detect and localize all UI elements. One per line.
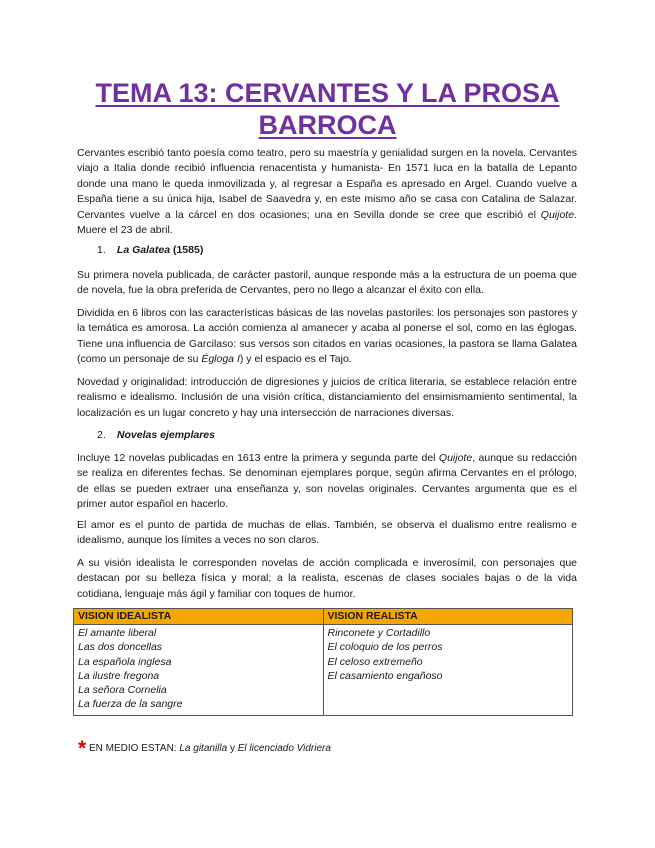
note-work-2: El licenciado Vidriera (237, 743, 331, 754)
ejemplares-p1-text-a: Incluye 12 novelas publicadas en 1613 entre la primera y segunda parte del (77, 452, 439, 464)
vision-table (73, 608, 573, 716)
intro-text-1: Cervantes escribió tanto poesía como teatro, pero su maestría y genialidad surgen en la novela. Cervantes viajo a Italia donde recibió influencia renacentista y humanista- En 1571 luca en la batalla de Lepanto donde una mano le queda inmovilizada y, al regresar a España es apresado en Argel. Cuando vuelve a España tiene a su única hija, Isabel de Saavedra y, en este mismo año se casa con Catalina de Salazar. Cervantes vuelve a la cárcel en dos ocasiones; una en Sevilla donde se cree que escribió el (77, 147, 577, 221)
footnote (78, 737, 331, 760)
note-label: EN MEDIO ESTAN: (88, 743, 180, 754)
ejemplares-p1-text-b: , aunque su redacción se realiza en diferentes fechas. Se denominan ejemplares porque, según afirma Cervantes en el prólogo, de ellas se pueden extraer una enseñanza y, son novelas originales. Cervantes argumenta que es el primer autor español en hacerlo. (77, 452, 577, 511)
ejemplares-p1-quijote: Quijote (438, 452, 473, 464)
ejemplares-paragraph-3: A su visión idealista le corresponden novelas de acción complicada e inverosímil, con personajes que destacan por su belleza física y moral; a la realista, escenas de clases sociales bajas o de la vida cotidiana, lenguaje más ágil y familiar con toques de humor. (77, 557, 577, 600)
ejemplares-paragraph-2: El amor es el punto de partida de muchas de ellas. También, se observa el dualismo entre realismo e idealismo, aunque los límites a veces no son claros. (77, 519, 577, 547)
section-2-title: Novelas ejemplares (116, 429, 215, 441)
galatea-paragraph-1: Su primera novela publicada, de carácter pastoril, aunque responde más a la estructura de un poema que de novela, fue la obra preferida de Cervantes, pero no llego a alcanzar el éxito con ella. (77, 269, 577, 297)
ejemplares-paragraph-1 (77, 451, 577, 513)
intro-quijote: Quijote (540, 208, 575, 221)
asterisk-icon: * (78, 737, 87, 760)
intro-paragraph (77, 146, 577, 238)
idealista-item: La española inglesa (78, 655, 172, 668)
intro-text-2: . Muere el 23 de abril. (77, 208, 577, 237)
vision-table-body-row (74, 625, 573, 716)
idealista-item: Las dos doncellas (78, 641, 163, 654)
galatea-p2-text-b: ) y el espacio es el Tajo. (239, 353, 352, 366)
galatea-paragraph-3: Novedad y originalidad: introducción de digresiones y juicios de crítica literaria, se establece relación entre realismo e idealismo. Inclusión de una visión crítica, distanciamiento del ensimismamiento sentimental, la localización es un lugar concreto y hay una intersección de narraciones diversas. (77, 376, 577, 419)
section-1-title: La Galatea (116, 244, 171, 256)
idealista-item: La señora Cornelia (78, 684, 167, 697)
realista-item: El celoso extremeño (327, 655, 423, 668)
header-realista: VISION REALISTA (323, 609, 573, 625)
vision-table-header-row (74, 609, 573, 625)
note-work-1: La gitanilla (179, 743, 228, 754)
galatea-paragraph-2 (77, 306, 577, 368)
galatea-p2-egloga: Égloga I (201, 353, 240, 366)
galatea-p2-text-a: Dividida en 6 libros con las características básicas de las novelas pastoriles: los personajes son pastores y la temática es amorosa. La acción comienza al amanecer y acaba al ponerse el sol, como en las églogas. Tiene una influencia de Garcilaso: sus versos son citados en varias ocasiones, la pastora se llama Galatea (como un personaje de su (77, 307, 577, 366)
idealista-item: La ilustre fregona (78, 669, 160, 682)
realista-item: Rinconete y Cortadillo (327, 627, 431, 639)
idealista-item: La fuerza de la sangre (78, 698, 183, 711)
realista-cell (323, 625, 573, 716)
note-connector: y (227, 743, 238, 754)
section-1-number: 1. (97, 244, 106, 256)
section-2-heading (97, 428, 215, 443)
section-2-number: 2. (97, 429, 106, 441)
realista-item: El casamiento engañoso (327, 669, 443, 682)
section-1-heading (97, 243, 203, 258)
realista-item: El coloquio de los perros (327, 641, 443, 654)
page-title: TEMA 13: CERVANTES Y LA PROSA BARROCA (95, 78, 560, 140)
idealista-item: El amante liberal (78, 627, 157, 639)
header-idealista: VISION IDEALISTA (74, 609, 324, 625)
idealista-cell (74, 625, 324, 716)
section-1-year: (1585) (172, 244, 204, 256)
